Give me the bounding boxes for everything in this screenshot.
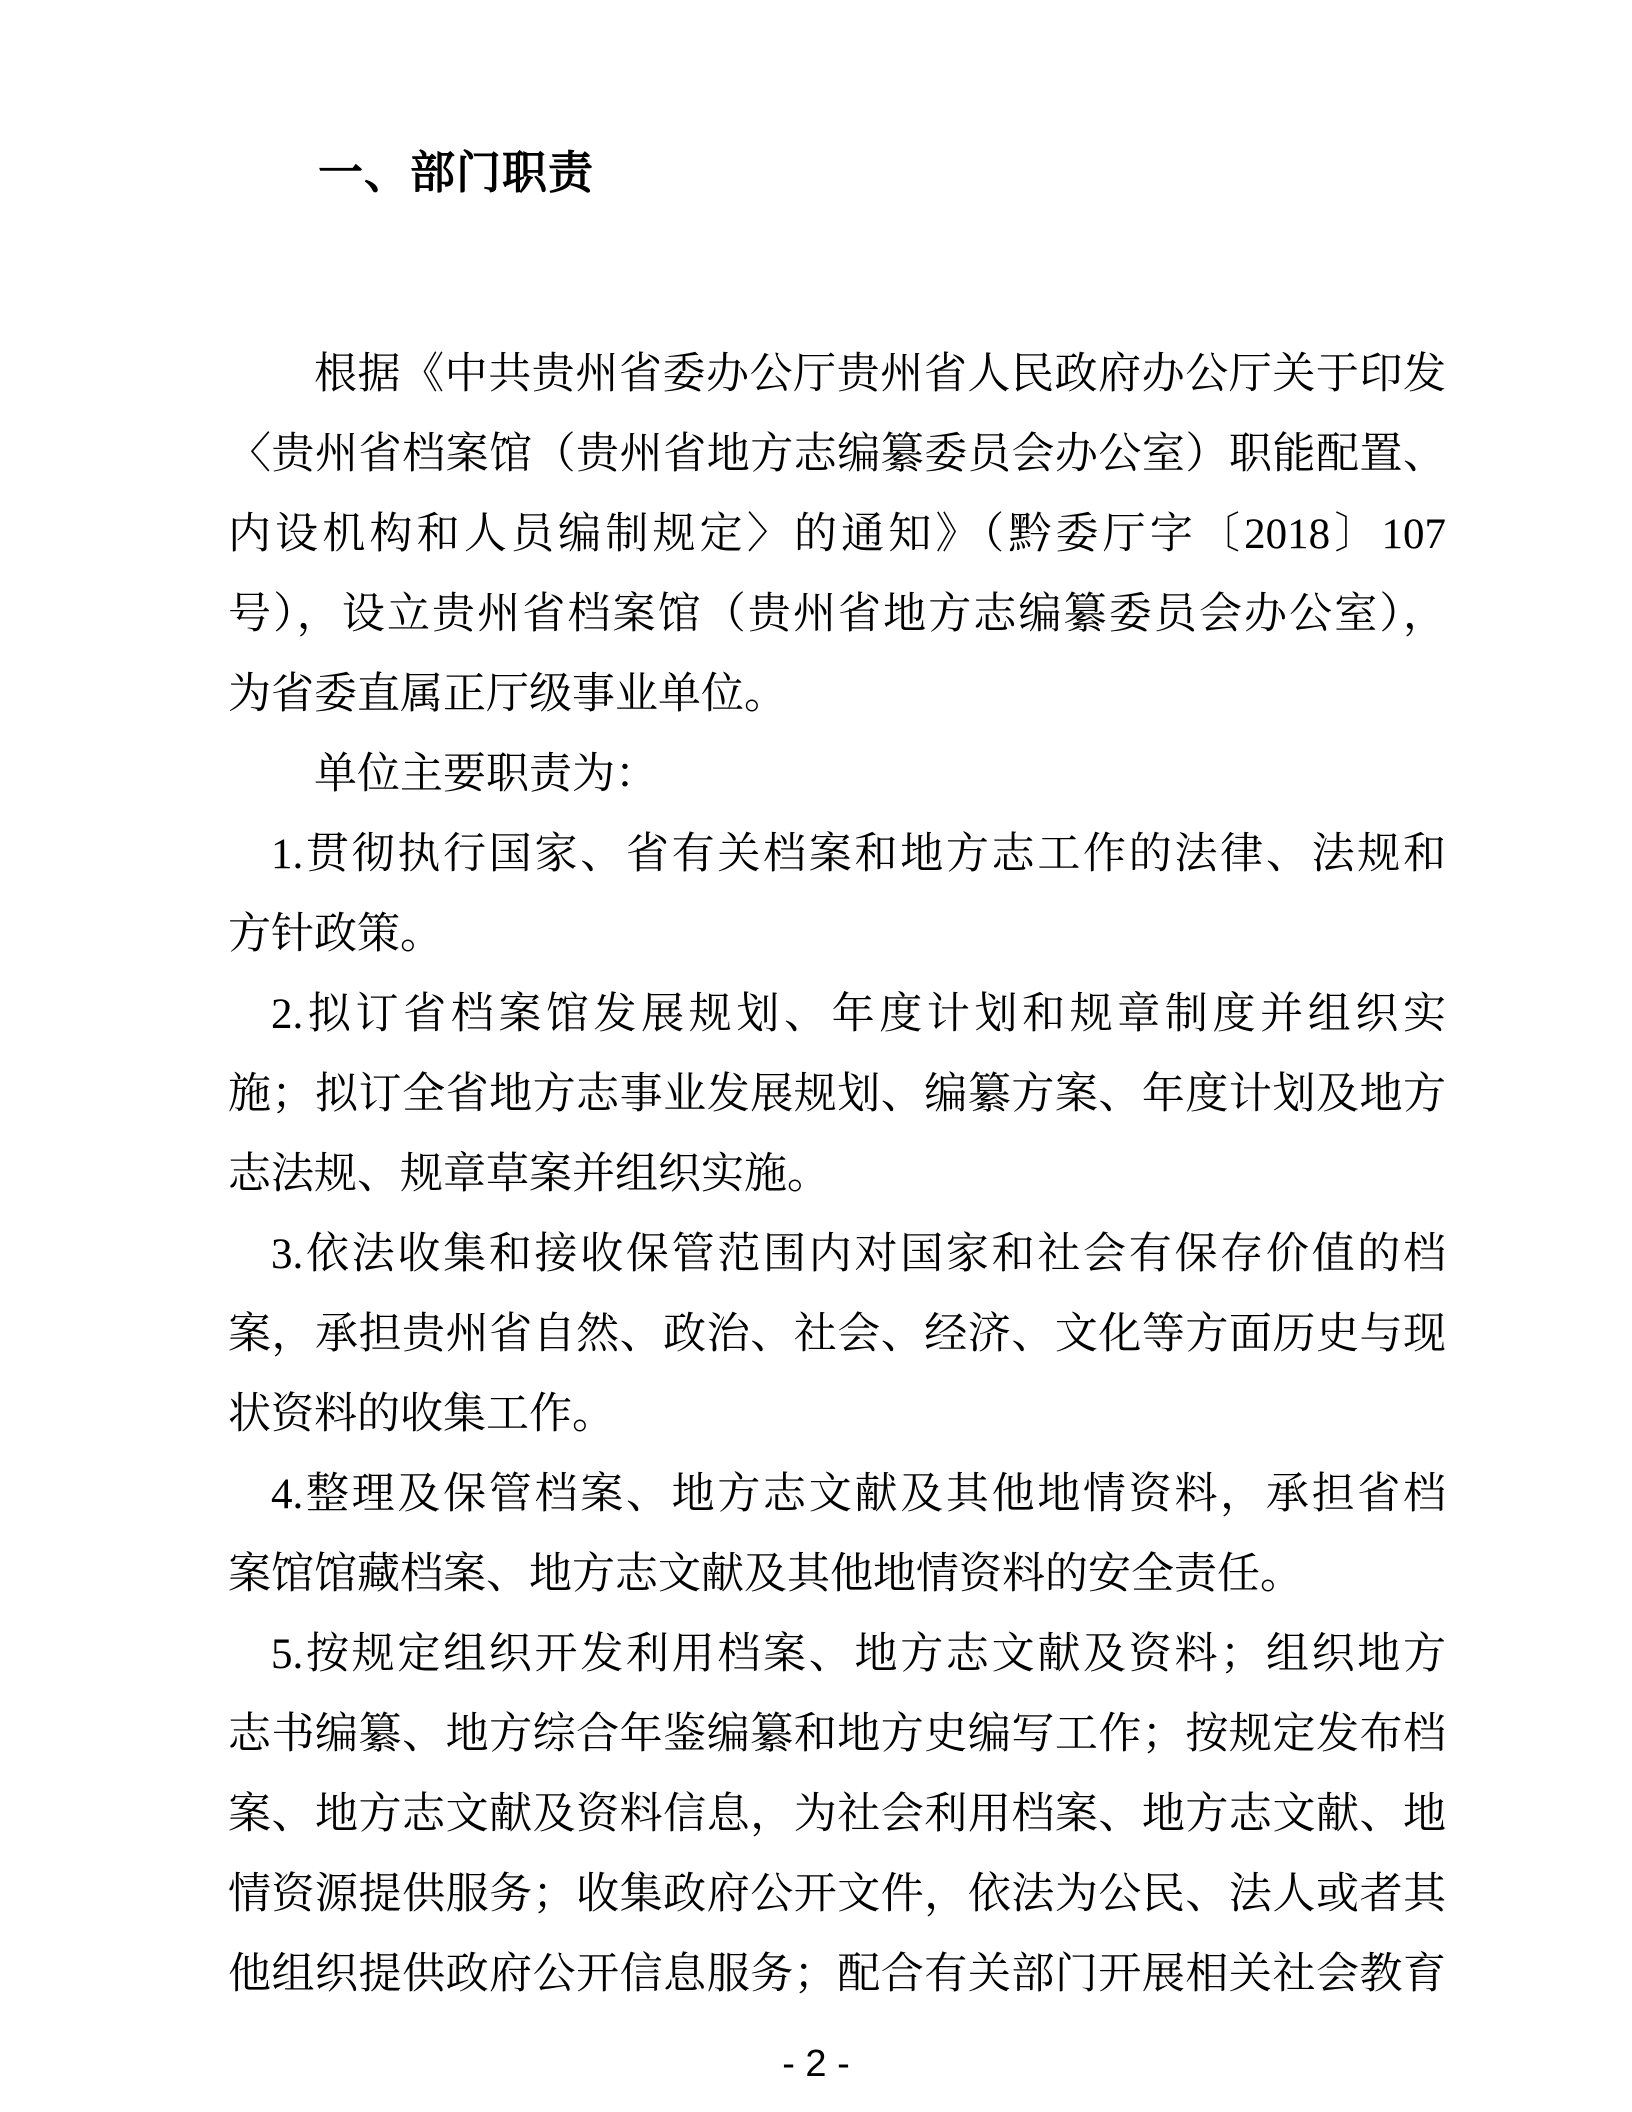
text-line: 单位主要职责为： — [314, 751, 658, 798]
text-line: 3.依法收集和接收保管范围内对国家和社会有保存价值的档 — [271, 1231, 1446, 1278]
text-line: 案，承担贵州省自然、政治、社会、经济、文化等方面历史与现 — [228, 1311, 1446, 1358]
text-line: 他组织提供政府公开信息服务；配合有关部门开展相关社会教育 — [228, 1951, 1446, 1998]
text-line: 志法规、规章草案并组织实施。 — [228, 1151, 830, 1198]
text-line: 内设机构和人员编制规定〉的通知》（黔委厅字〔2018〕107 — [228, 511, 1446, 558]
text-line: 案馆馆藏档案、地方志文献及其他地情资料的安全责任。 — [228, 1551, 1303, 1598]
text-line: 施；拟订全省地方志事业发展规划、编纂方案、年度计划及地方 — [228, 1071, 1446, 1118]
text-line: 号），设立贵州省档案馆（贵州省地方志编纂委员会办公室）， — [228, 591, 1446, 638]
text-line: 〈贵州省档案馆（贵州省地方志编纂委员会办公室）职能配置、 — [228, 431, 1446, 478]
document-body — [228, 335, 1446, 2015]
text-line: 方针政策。 — [228, 911, 443, 958]
text-line: 根据《中共贵州省委办公厅贵州省人民政府办公厅关于印发 — [314, 351, 1446, 398]
text-line: 状资料的收集工作。 — [228, 1391, 615, 1438]
text-line: 2.拟订省档案馆发展规划、年度计划和规章制度并组织实 — [271, 991, 1446, 1038]
section-heading: 一、部门职责 — [318, 147, 595, 198]
document-content — [228, 0, 1446, 2015]
text-line: 1.贯彻执行国家、省有关档案和地方志工作的法律、法规和 — [271, 831, 1446, 878]
page-number: - 2 - — [782, 2043, 850, 2085]
text-line: 4.整理及保管档案、地方志文献及其他地情资料，承担省档 — [271, 1471, 1446, 1518]
text-line: 案、地方志文献及资料信息，为社会利用档案、地方志文献、地 — [228, 1791, 1446, 1838]
text-line: 情资源提供服务；收集政府公开文件，依法为公民、法人或者其 — [228, 1871, 1446, 1918]
text-line: 5.按规定组织开发利用档案、地方志文献及资料；组织地方 — [271, 1631, 1446, 1678]
text-line: 为省委直属正厅级事业单位。 — [228, 671, 787, 718]
text-line: 志书编纂、地方综合年鉴编纂和地方史编写工作；按规定发布档 — [228, 1711, 1446, 1758]
